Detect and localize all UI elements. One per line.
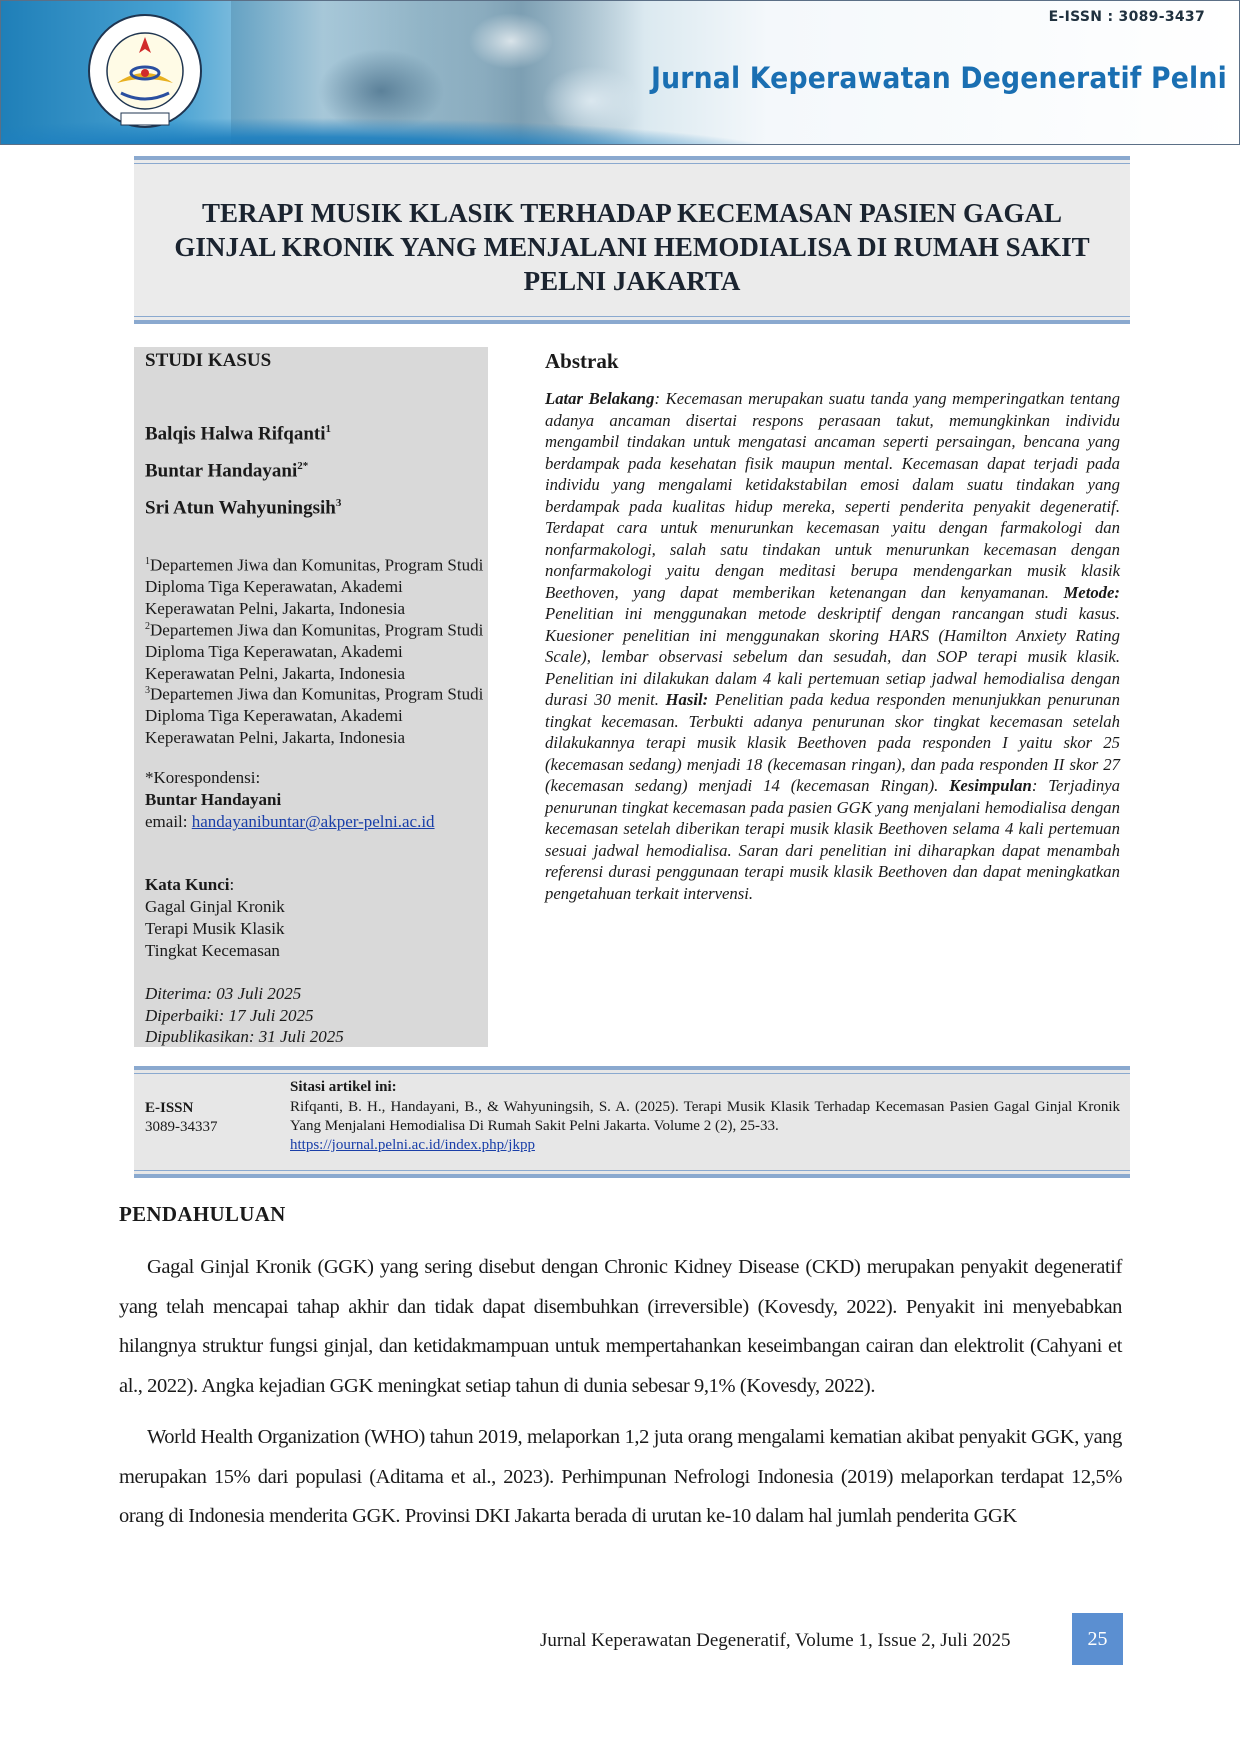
- affiliation-1: $^1$Departemen Jiwa dan Komunitas, Program Studi Diploma Tiga Keperawatan, Akademi Keperawatan Pelni, Jakarta, Indonesia: [145, 555, 484, 618]
- article-title: TERAPI MUSIK KLASIK TERHADAP KECEMASAN PASIEN GAGAL GINJAL KRONIK YANG MENJALANI HEMODIALISA DI RUMAH SAKIT PELNI JAKARTA: [174, 198, 1090, 296]
- affiliation-2: $^2$Departemen Jiwa dan Komunitas, Program Studi Diploma Tiga Keperawatan, Akademi Keperawatan Pelni, Jakarta, Indonesia: [145, 620, 484, 683]
- header-issn: E-ISSN : 3089-3437: [1048, 9, 1205, 25]
- keywords-heading: Kata Kunci:: [145, 875, 235, 894]
- paragraph-1: Gagal Ginjal Kronik (GGK) yang sering disebut dengan Chronic Kidney Disease (CKD) merupakan penyakit degeneratif yang telah mencapai tahap akhir dan tidak dapat disembuhkan (irreversible) (Kovesdy, 2022). Penyakit ini menyebabkan hilangnya struktur fungsi ginjal, dan ketidakmampuan untuk mempertahankan keseimbangan cairan dan elektrolit (Cahyani et al., 2022). Angka kejadian GGK meningkat setiap tahun di dunia sebesar 9,1% (Kovesdy, 2022).: [119, 1256, 1122, 1397]
- akademi-logo-icon: [87, 13, 203, 129]
- journal-name: Jurnal Keperawatan Degeneratif Pelni: [651, 61, 1227, 95]
- paragraph-2: World Health Organization (WHO) tahun 2019, melaporkan 1,2 juta orang mengalami kematian akibat penyakit GGK, yang merupakan 15% dari populasi (Aditama et al., 2023). Perhimpunan Nefrologi Indonesia (2019) melaporkan terdapat 12,5% orang di Indonesia menderita GGK. Provinsi DKI Jakarta berada di urutan ke-10 dalam hal jumlah penderita GGK: [119, 1426, 1122, 1527]
- affiliation-3: $^3$Departemen Jiwa dan Komunitas, Program Studi Diploma Tiga Keperawatan, Akademi Keperawatan Pelni, Jakarta, Indonesia: [145, 684, 484, 747]
- citation-issn: E-ISSN 3089-34337: [145, 1100, 218, 1135]
- keyword-item: Gagal Ginjal Kronik: [145, 897, 285, 916]
- correspondence-name: Buntar Handayani: [145, 790, 282, 809]
- citation-text: Rifqanti, B. H., Handayani, B., & Wahyuningsih, S. A. (2025). Terapi Musik Klasik Terhadap Kecemasan Pasien Gagal Ginjal Kronik Yang Menjalani Hemodialisa Di Rumah Sakit Pelni Jakarta. Volume 2 (2), 25-33. https://journal.pelni.ac.id/index.php/jkpp: [290, 1099, 1120, 1153]
- keyword-item: Tingkat Kecemasan: [145, 941, 280, 960]
- keyword-item: Terapi Musik Klasik: [145, 919, 285, 938]
- author-2: Buntar Handayani$^{2*}$: [145, 460, 309, 482]
- journal-banner: [0, 0, 1240, 145]
- title-box: [134, 156, 1130, 324]
- author-3: Sri Atun Wahyuningsih$^3$: [145, 497, 342, 519]
- abstract-heading: Abstrak: [545, 349, 619, 373]
- correspondence-email: email: handayanibuntar@akper-pelni.ac.id: [145, 812, 435, 831]
- date-received: Diterima: 03 Juli 2025: [145, 984, 302, 1003]
- date-published: Dipublikasikan: 31 Juli 2025: [145, 1027, 344, 1046]
- author-1: Balqis Halwa Rifqanti$^1$: [145, 423, 332, 445]
- journal-url-link[interactable]: https://journal.pelni.ac.id/index.php/jkpp: [290, 1137, 535, 1153]
- abstract-body: Latar Belakang: Kecemasan merupakan suatu tanda yang memperingatkan tentang adanya ancaman disertai respons perasaan takut, memungkinkan individu mengambil tindakan untuk mengatasi ancaman seperti persaingan, bencana yang berdampak pada kesehatan fisik maupun mental. Kecemasan dapat terjadi pada individu yang mengalami ketidakstabilan emosi dalam suatu tindakan yang berdampak pada kualitas hidup mereka, seperti penderita penyakit degeneratif. Terdapat cara untuk menurunkan kecemasan yaitu dengan farmakologi dan nonfarmakologi, salah satu tindakan untuk menurunkan kecemasan dengan nonfarmakologi yaitu dengan meditasi berupa mendengarkan musik klasik Beethoven, yang dapat memberikan ketenangan dan kenyamanan. Metode: Penelitian ini menggunakan metode deskriptif dengan rancangan studi kasus. Kuesioner penelitian ini menggunakan skoring HARS (Hamilton Anxiety Rating Scale), lembar observasi sebelum dan sesudah, dan SOP terapi musik klasik. Penelitian ini dilakukan dalam 4 kali pertemuan setiap jadwal hemodialisa dengan durasi 30 menit. Hasil: Penelitian pada kedua responden menunjukkan penurunan tingkat kecemasan. Terbukti adanya penurunan skor tingkat kecemasan setelah dilakukannya terapi musik klasik Beethoven pada responden I yaitu skor 25 (kecemasan sedang) menjadi 18 (kecemasan ringan), dan pada responden II skor 27 (kecemasan sedang) menjadi 14 (kecemasan Ringan). Kesimpulan: Terjadinya penurunan tingkat kecemasan pada pasien GGK yang menjalani hemodialisa dengan kecemasan setelah diberikan terapi musik klasik Beethoven selama 4 kali pertemuan sesuai jadwal hemodialisa. Saran dari penelitian ini diharapkan dapat menambah referensi durasi penggunaan terapi musik klasik Beethoven dan dapat meningkatkan pengetahuan terkait intervensi.: [545, 389, 1120, 903]
- footer-journal: Jurnal Keperawatan Degeneratif, Volume 1, Issue 2, Juli 2025: [540, 1630, 1011, 1651]
- article-type: STUDI KASUS: [145, 350, 272, 371]
- date-revised: Diperbaiki: 17 Juli 2025: [145, 1006, 314, 1025]
- correspondence-label: *Korespondensi:: [145, 768, 261, 787]
- page-number: 25: [1072, 1613, 1123, 1665]
- section-heading: PENDAHULUAN: [119, 1202, 286, 1226]
- citation-heading: Sitasi artikel ini:: [290, 1079, 397, 1095]
- email-link[interactable]: handayanibuntar@akper-pelni.ac.id: [191, 812, 435, 831]
